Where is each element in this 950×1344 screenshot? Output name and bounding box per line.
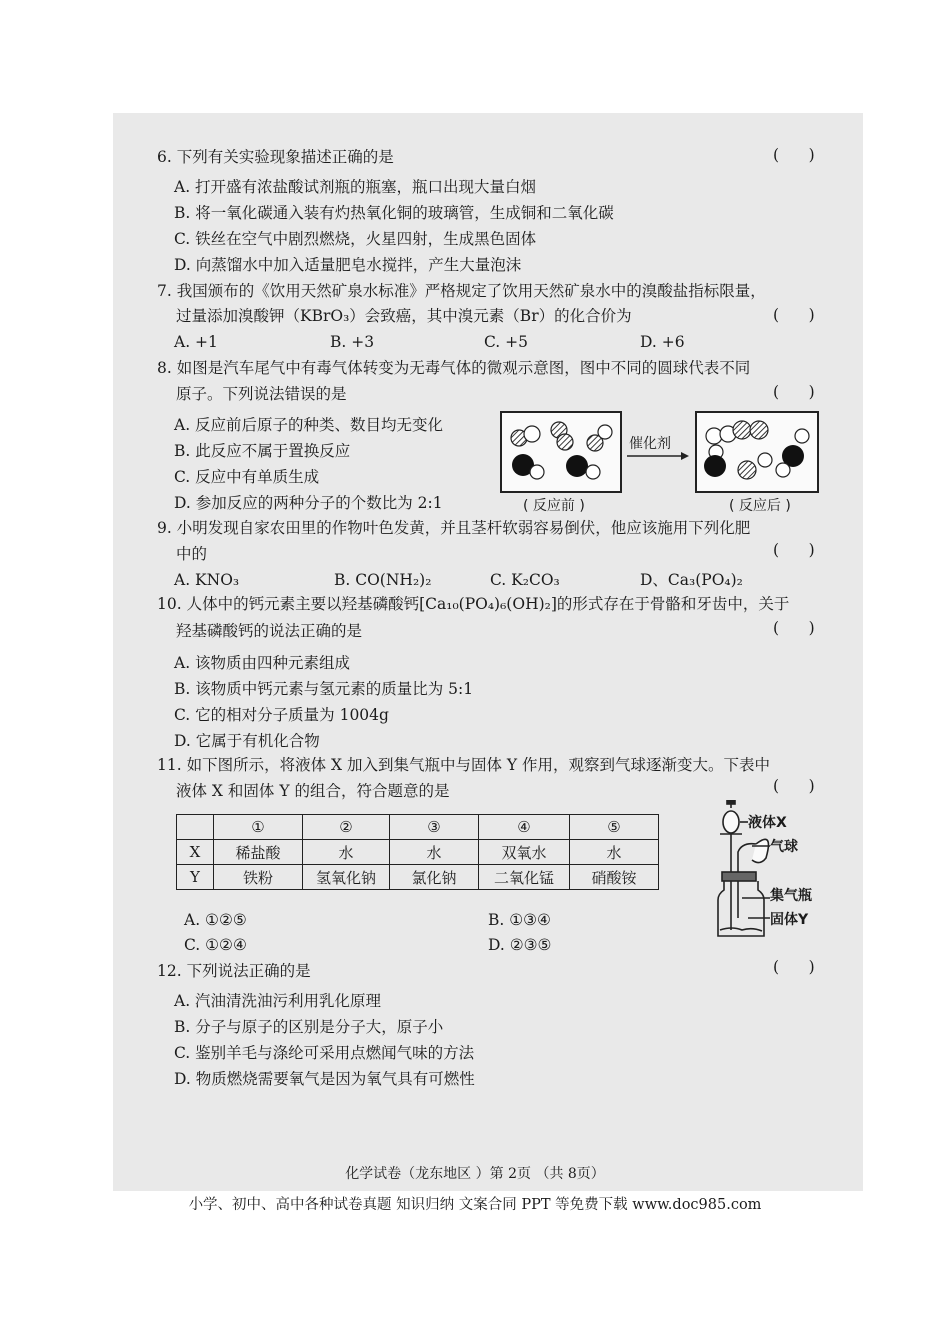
q10-option-b: B. 该物质中钙元素与氢元素的质量比为 5:1	[174, 680, 474, 698]
q9-option-a: A. KNO₃	[174, 571, 240, 589]
label-balloon: 气球	[770, 839, 798, 855]
q7-stem-cont: 过量添加溴酸钾（KBrO₃）会致癌，其中溴元素（Br）的化合价为	[176, 307, 632, 325]
q11-stem: 11. 如下图所示，将液体 X 加入到集气瓶中与固体 Y 作用，观察到气球逐渐变大。下表中	[157, 756, 771, 774]
q10-option-c: C. 它的相对分子质量为 1004g	[174, 706, 389, 724]
q10-answer-paren: ( )	[773, 619, 815, 637]
q9-option-d: D、Ca₃(PO₄)₂	[640, 571, 743, 589]
table-header-cell: ③	[390, 815, 479, 840]
q9-options	[174, 570, 774, 590]
table-header-cell: ④	[479, 815, 570, 840]
q7-options	[174, 332, 774, 352]
table-cell: 硝酸铵	[570, 865, 659, 890]
q9-option-c: C. K₂CO₃	[490, 571, 560, 589]
q7-answer-paren: ( )	[773, 306, 815, 324]
q8-stem: 8. 如图是汽车尾气中有毒气体转变为无毒气体的微观示意图，图中不同的圆球代表不同	[157, 359, 751, 377]
table-cell: 氢氧化钠	[303, 865, 390, 890]
q10-option-a: A. 该物质由四种元素组成	[174, 654, 351, 672]
q6-option-a: A. 打开盛有浓盐酸试剂瓶的瓶塞，瓶口出现大量白烟	[174, 178, 537, 196]
download-watermark: 小学、初中、高中各种试卷真题 知识归纳 文案合同 PPT 等免费下载 www.doc985.com	[188, 1197, 762, 1213]
q11-option-a: A. ①②⑤	[184, 911, 247, 929]
q12-option-d: D. 物质燃烧需要氧气是因为氧气具有可燃性	[174, 1070, 475, 1088]
gas-bottle-apparatus	[712, 800, 832, 945]
q11-answer-paren: ( )	[773, 777, 815, 795]
table-row	[177, 865, 659, 890]
q6-option-c: C. 铁丝在空气中剧烈燃烧，火星四射，生成黑色固体	[174, 230, 537, 248]
table-header-cell: ①	[214, 815, 303, 840]
after-label: ( 反应后 )	[729, 498, 791, 514]
q8-stem-cont: 原子。下列说法错误的是	[176, 385, 347, 403]
catalyst-label: 催化剂	[629, 436, 671, 452]
q7-option-b: B. +3	[330, 333, 375, 351]
table-cell: 水	[570, 840, 659, 865]
label-gas-bottle: 集气瓶	[770, 888, 812, 904]
q6-stem: 6. 下列有关实验现象描述正确的是	[157, 148, 394, 166]
q6-answer-paren: ( )	[773, 146, 815, 164]
q8-option-c: C. 反应中有单质生成	[174, 468, 320, 486]
q9-stem: 9. 小明发现自家农田里的作物叶色发黄，并且茎杆软弱容易倒伏，他应该施用下列化肥	[157, 519, 751, 537]
label-solid-y: 固体Y	[770, 912, 809, 928]
reaction-diagram	[497, 406, 827, 518]
q8-answer-paren: ( )	[773, 383, 815, 401]
reaction-arrow	[627, 452, 689, 460]
q11-option-c: C. ①②④	[184, 936, 247, 954]
table-cell: 氯化钠	[390, 865, 479, 890]
page-footer: 化学试卷（龙东地区 ）第 2页 （共 8页）	[345, 1166, 605, 1182]
table-cell: X	[177, 840, 214, 865]
q6-option-b: B. 将一氧化碳通入装有灼热氧化铜的玻璃管，生成铜和二氧化碳	[174, 204, 614, 222]
table-cell: 稀盐酸	[214, 840, 303, 865]
table-cell: 铁粉	[214, 865, 303, 890]
q12-answer-paren: ( )	[773, 958, 815, 976]
q12-option-c: C. 鉴别羊毛与涤纶可采用点燃闻气味的方法	[174, 1044, 475, 1062]
table-cell: 双氧水	[479, 840, 570, 865]
q11-stem-cont: 液体 X 和固体 Y 的组合，符合题意的是	[176, 782, 450, 800]
q7-option-c: C. +5	[484, 333, 529, 351]
q9-option-b: B. CO(NH₂)₂	[334, 571, 432, 589]
table-header-cell: ⑤	[570, 815, 659, 840]
before-label: ( 反应前 )	[523, 498, 585, 514]
q10-stem: 10. 人体中的钙元素主要以羟基磷酸钙[Ca₁₀(PO₄)₆(OH)₂]的形式存在于骨骼和牙齿中，关于	[157, 595, 790, 613]
q9-answer-paren: ( )	[773, 541, 815, 559]
q11-option-b: B. ①③④	[488, 911, 551, 929]
q12-stem: 12. 下列说法正确的是	[157, 962, 311, 980]
table-cell: 水	[303, 840, 390, 865]
q11-option-d: D. ②③⑤	[488, 936, 552, 954]
table-cell: 水	[390, 840, 479, 865]
q8-option-a: A. 反应前后原子的种类、数目均无变化	[174, 416, 444, 434]
table-row	[177, 840, 659, 865]
q10-option-d: D. 它属于有机化合物	[174, 732, 320, 750]
table-cell: 二氧化锰	[479, 865, 570, 890]
before-box	[501, 412, 621, 492]
q7-option-a: A. +1	[174, 333, 218, 351]
q10-stem-cont: 羟基磷酸钙的说法正确的是	[176, 622, 363, 640]
q11-options-row1	[184, 910, 584, 930]
label-liquid-x: 液体X	[748, 815, 787, 831]
q11-options-row2	[184, 935, 584, 955]
q7-stem: 7. 我国颁布的《饮用天然矿泉水标准》严格规定了饮用天然矿泉水中的溴酸盐指标限量，	[157, 282, 766, 300]
q9-stem-cont: 中的	[176, 545, 208, 563]
table-cell: Y	[177, 865, 214, 890]
q8-option-d: D. 参加反应的两种分子的个数比为 2:1	[174, 494, 443, 512]
q8-option-b: B. 此反应不属于置换反应	[174, 442, 351, 460]
table-header-cell	[177, 815, 214, 840]
q12-option-a: A. 汽油清洗油污利用乳化原理	[174, 992, 382, 1010]
table-header-cell: ②	[303, 815, 390, 840]
q6-option-d: D. 向蒸馏水中加入适量肥皂水搅拌，产生大量泡沫	[174, 256, 522, 274]
after-box	[696, 412, 818, 492]
q12-option-b: B. 分子与原子的区别是分子大，原子小	[174, 1018, 444, 1036]
reagent-table	[176, 814, 659, 890]
q7-option-d: D. +6	[640, 333, 685, 351]
table-header-row	[177, 815, 659, 840]
